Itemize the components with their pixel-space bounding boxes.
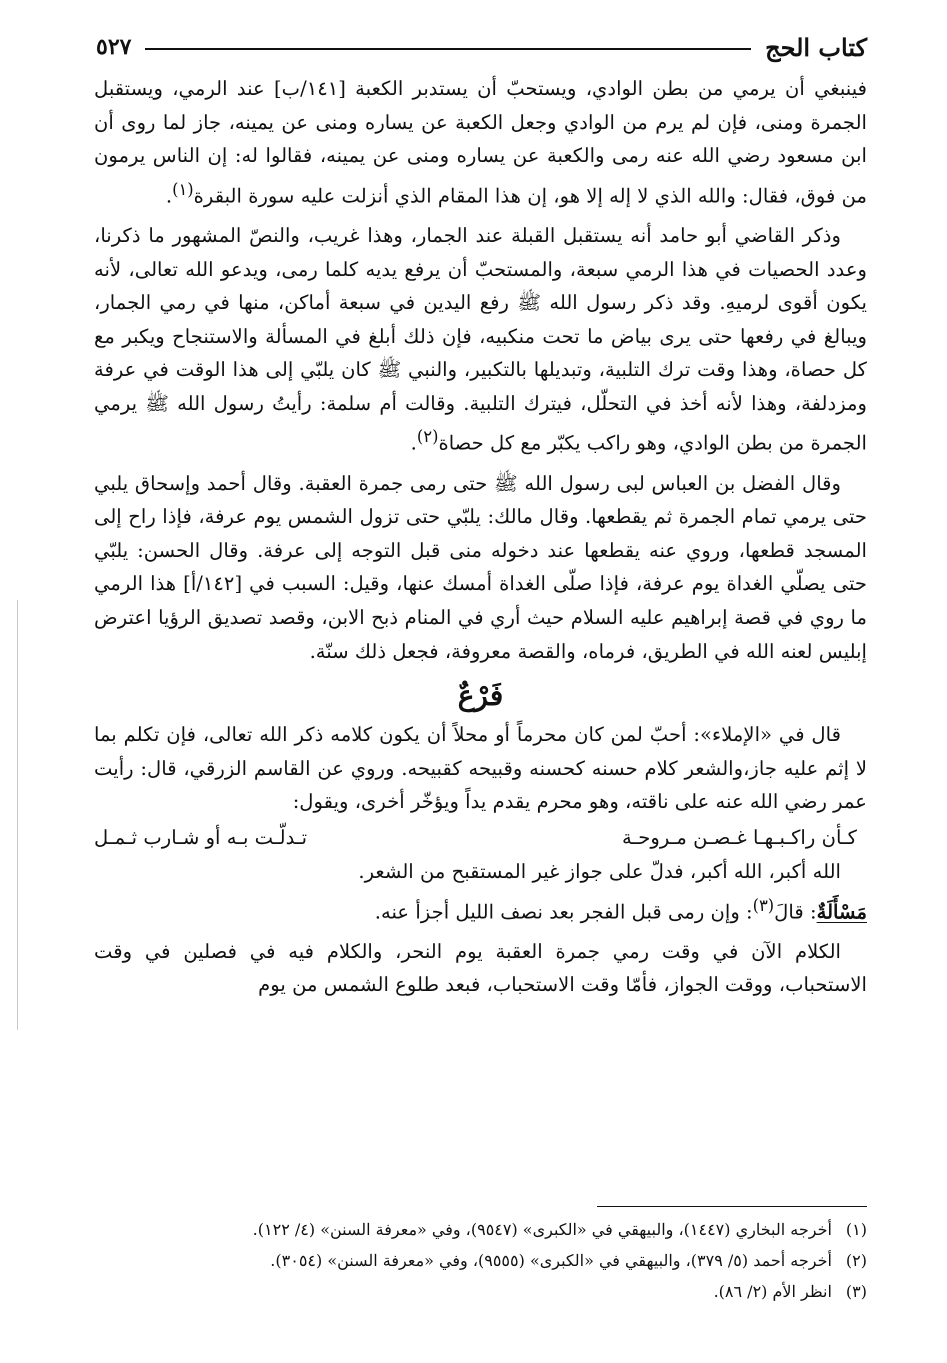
masala-label: مَسْأَلَةٌ <box>816 900 867 924</box>
paragraph-1-text: فينبغي أن يرمي من بطن الوادي، ويستحبّ أن يستدبر الكعبة [١٤١/ب] عند الرمي، ويستقبل الجمرة ومنى، فإن لم يرم من الوادي وجعل الكعبة عن يساره ومنى عن يمينه، جاز لما روى أن ابن مسعود رضي الله عنه رمى والكعبة عن يساره ومنى عن يمينه، فقالوا له: إن الناس يرمون من فوق، فقال: والله الذي لا إله إلا هو، إن هذا المقام الذي أنزلت عليه سورة البقرة <box>94 77 867 208</box>
paragraph-4: قال في «الإملاء»: أحبّ لمن كان محرماً أو محلاً أن يكون كلامه ذكر الله تعالى، فإن تكلم بما لا إثم عليه جاز،والشعر كلام حسنه كحسنه وقبيحه كقبيحه. وروي عن القاسم الزرقي، قال: رأيت عمر رضي الله عنه على ناقته، وهو محرم يقدم يداً ويؤخّر أخرى، ويقول: <box>94 723 867 814</box>
paragraph-2-text: وذكر القاضي أبو حامد أنه يستقبل القبلة عند الجمار، وهذا غريب، والنصّ المشهور ما ذكرنا، وعدد الحصيات في هذا الرمي سبعة، والمستحبّ أن يرفع يديه كلما رمى، ويدعو الله تعالى، لأنه يكون أقوى لرميهِ. وقد ذكر رسول الله ﷺ رفع اليدين في سبعة أماكن، منها في رمي الجمار، ويبالغ في رفعها حتى يرى بياض ما تحت منكبيه، فإن ذلك أبلغ في المسألة والاستنجاح ويكبر مع كل حصاة، وهذا وقت ترك التلبية، وتبديلها بالتكبير، والنبي ﷺ كان يلبّي إلى هذا الوقت في عرفة ومزدلفة، وهذا لأنه أخذ في التحلّل، فيترك التلبية. وقالت أم سلمة: رأيتُ رسول الله ﷺ يرمي الجمرة من بطن الوادي، وهو راكب يكبّر مع كل حصاة <box>94 223 867 455</box>
masala-line <box>94 889 867 929</box>
section-heading: فَرْعٌ <box>457 679 504 713</box>
footnotes <box>94 1214 867 1307</box>
footnote-number: (٣) <box>845 1282 867 1301</box>
page-number: ٥٢٧ <box>96 34 132 60</box>
verse-second-hemistich: تـدلّـت بـه أو شـارب ثـمـل <box>94 825 308 849</box>
footnote-text: انظر الأم (٢/ ٨٦). <box>713 1282 832 1301</box>
page-edge-line <box>17 600 18 1030</box>
poetry-verse <box>94 819 867 855</box>
masala-text-end: : وإن رمى قبل الفجر بعد نصف الليل أجزأ عنه. <box>374 900 753 924</box>
main-text <box>94 72 867 1002</box>
footnote-2 <box>94 1245 867 1276</box>
footnote-1 <box>94 1214 867 1245</box>
footnote-separator <box>597 1206 867 1207</box>
paragraph-5: الكلام الآن في وقت رمي جمرة العقبة يوم النحر، والكلام فيه في فصلين في وقت الاستحباب، ووقت الجواز، فأمّا وقت الاستحباب، فبعد طلوع الشمس من يوم <box>94 939 867 997</box>
footnote-number: (١) <box>845 1220 867 1239</box>
after-verse-line: الله أكبر، الله أكبر، فدلّ على جواز غير المستقبح من الشعر. <box>358 859 841 883</box>
header-rule <box>145 48 751 50</box>
paragraph-1 <box>94 72 867 213</box>
paragraph-2-end: . <box>410 432 417 455</box>
book-title: كتاب الحج <box>765 32 867 62</box>
footnote-text: أخرجه البخاري (١٤٤٧)، والبيهقي في «الكبرى» (٩٥٤٧)، وفي «معرفة السنن» (٤/ ١٢٢). <box>252 1220 832 1239</box>
verse-first-hemistich: كـأن راكـبـهـا غـصـن مـروحـة <box>622 825 857 849</box>
footnote-3 <box>94 1276 867 1307</box>
paragraph-3: وقال الفضل بن العباس لبى رسول الله ﷺ حتى رمى جمرة العقبة. وقال أحمد وإسحاق يلبي حتى يرمي تمام الجمرة ثم يقطعها. وقال مالك: يلبّي حتى تزول الشمس يوم عرفة، فإذا راح إلى المسجد قطعها، وروي عنه يقطعها عند دخوله منى قبل التوجه إلى عرفة. وقال الحسن: يلبّي حتى يصلّي الغداة يوم عرفة، فإذا صلّى الغداة أمسك عنها، وقيل: السبب في [١٤٢/أ] هذا الرمي ما روي في قصة إبراهيم عليه السلام حيث أري في المنام ذبح الابن، وقصد تصديق الرؤيا اعترض إبليس لعنه الله في الطريق، فرماه، والقصة معروفة، فجعل ذلك سنّة. <box>94 471 867 663</box>
masala-text-start: : قالَ <box>774 900 817 924</box>
footnote-ref-1: (١) <box>172 179 194 199</box>
footnote-ref-3: (٣) <box>752 895 775 915</box>
footnote-text: أخرجه أحمد (٥/ ٣٧٩)، والبيهقي في «الكبرى» (٩٥٥٥)، وفي «معرفة السنن» (٣٠٥٤). <box>270 1251 832 1270</box>
running-header <box>96 22 867 72</box>
footnote-number: (٢) <box>845 1251 867 1270</box>
paragraph-1-end: . <box>165 184 173 208</box>
paragraph-2 <box>94 219 867 461</box>
footnote-ref-2: (٢) <box>416 427 439 447</box>
